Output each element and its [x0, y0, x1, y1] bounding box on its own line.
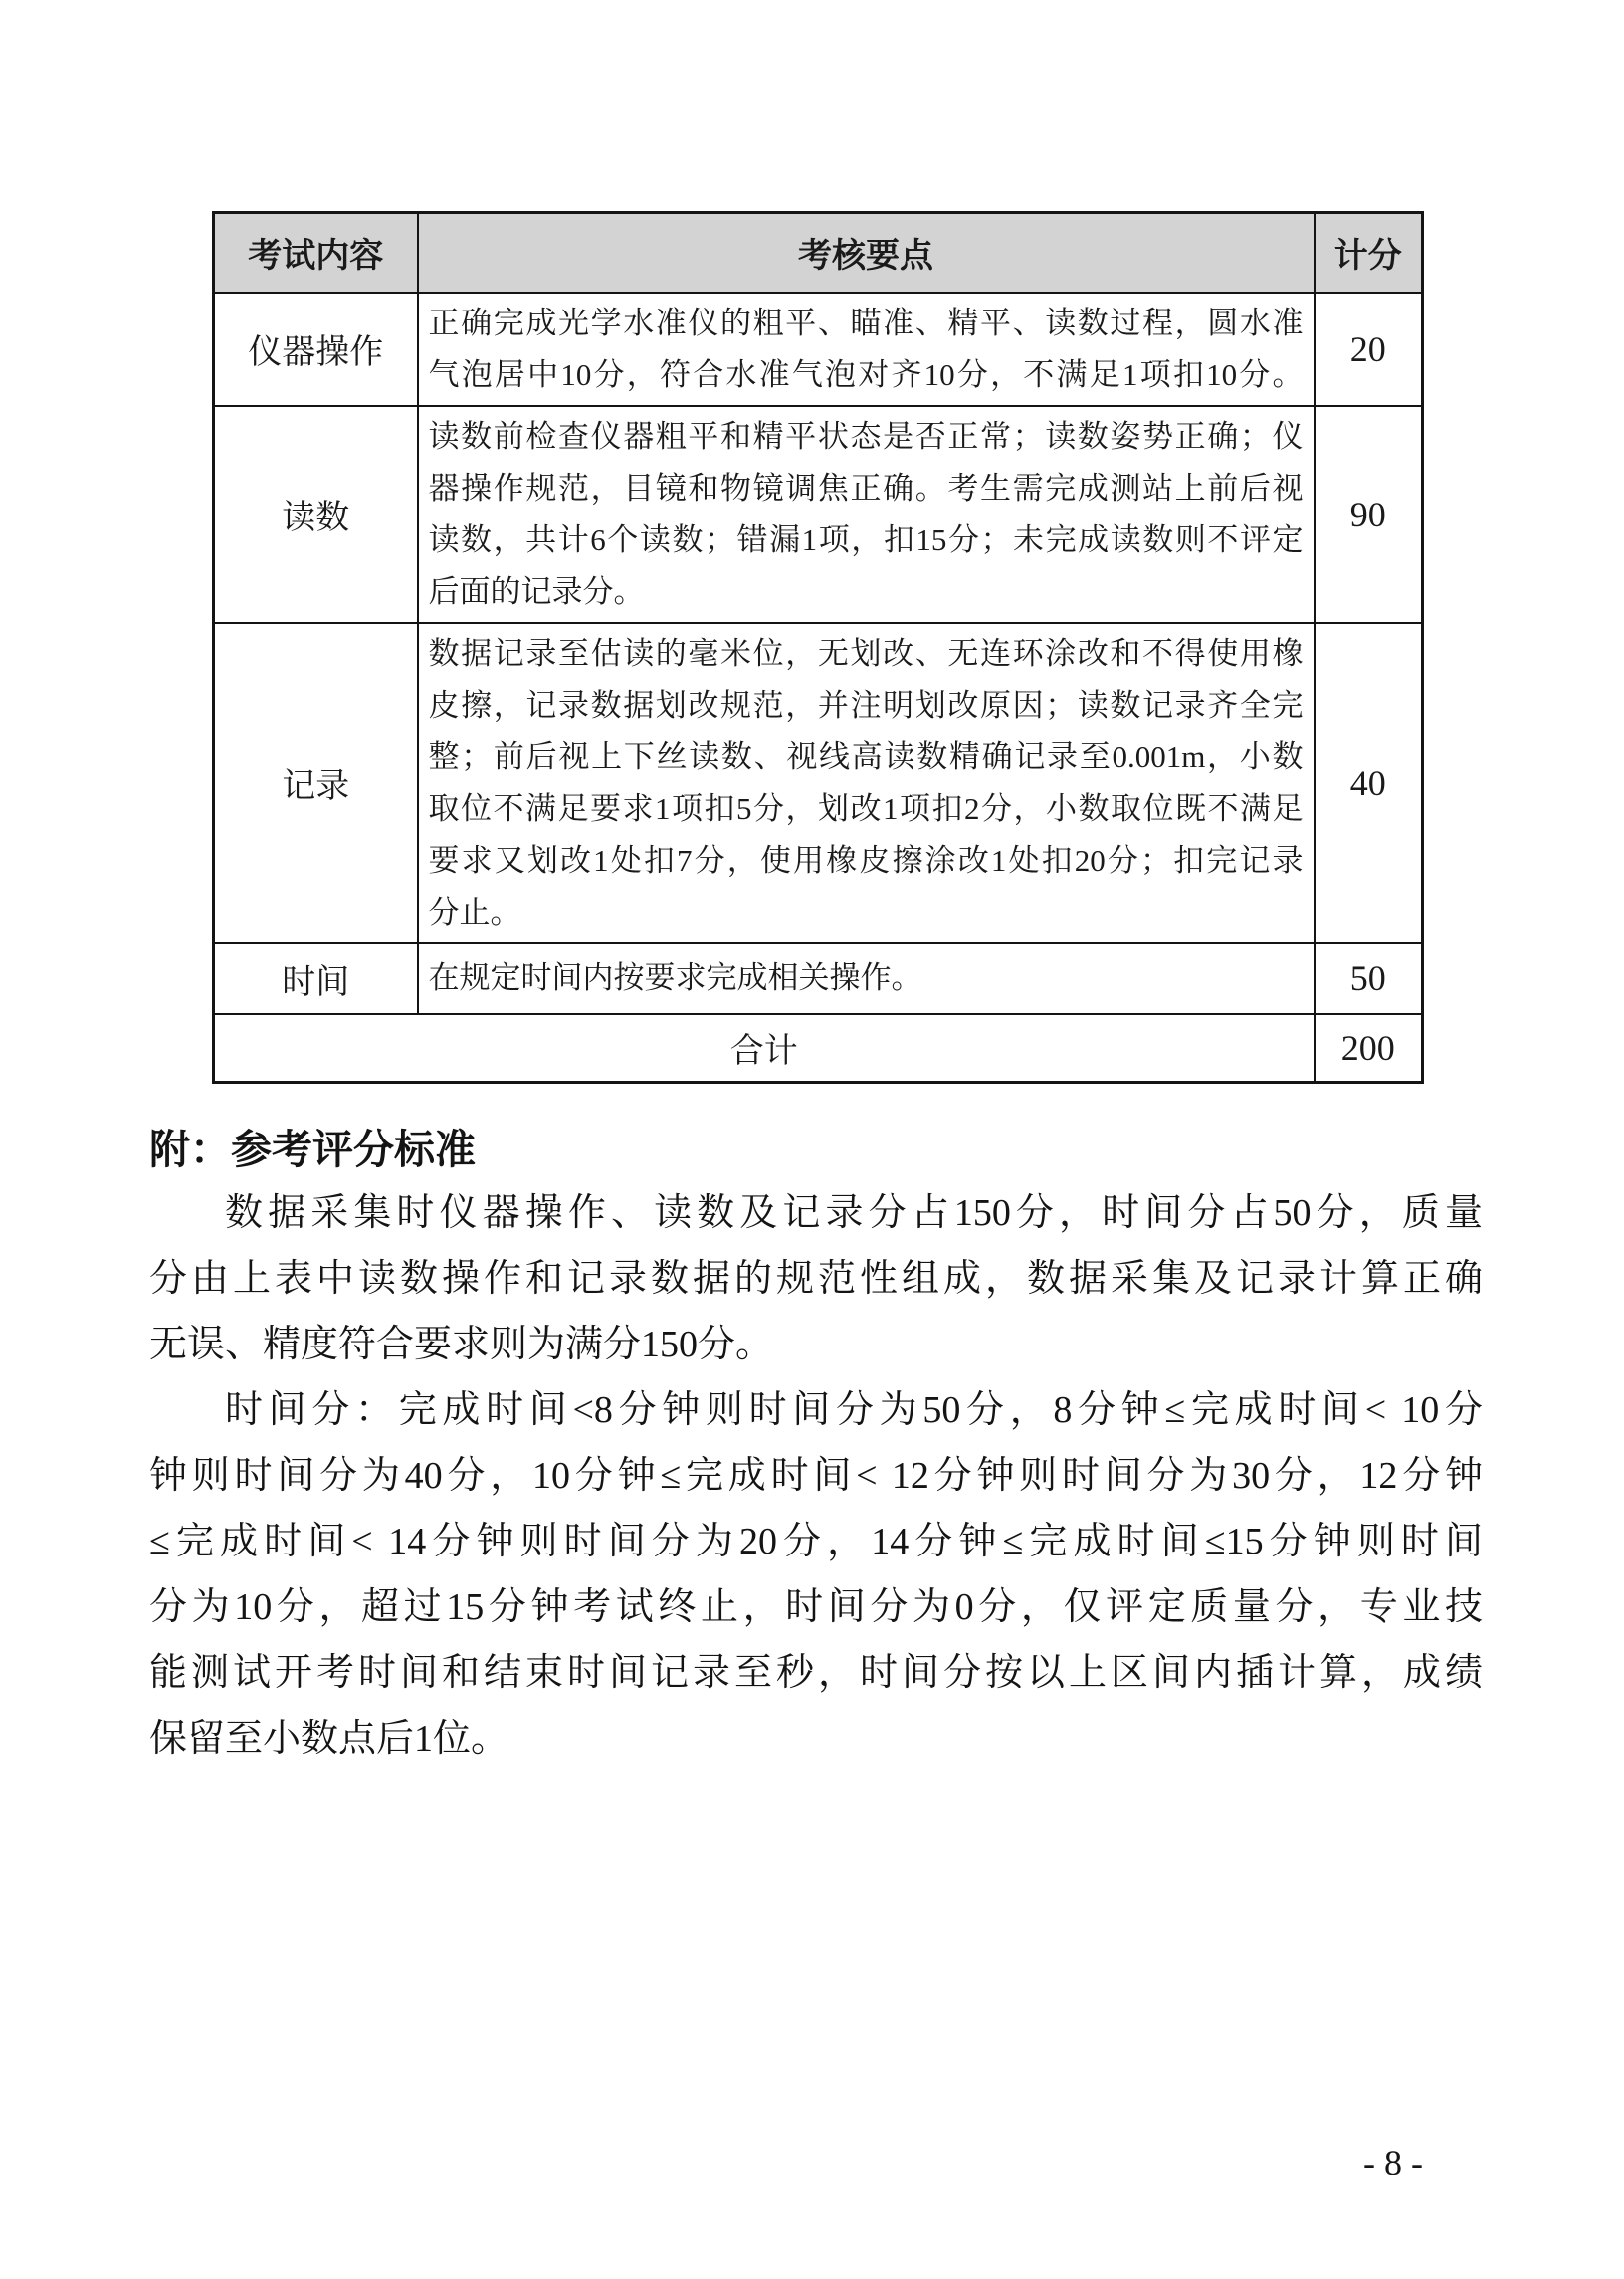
points-line: 数据记录至估读的毫米位，无划改、无连环涂改和不得使用橡: [428, 635, 1304, 671]
points-line: 后面的记录分。: [428, 573, 645, 609]
row-category: 时间: [214, 943, 418, 1014]
row-score: 20: [1315, 293, 1423, 406]
appendix-body: [149, 1180, 1483, 1771]
col-header-assessment-points: 考核要点: [418, 213, 1315, 293]
points-line: 皮擦，记录数据划改规范，并注明划改原因；读数记录齐全完: [428, 687, 1304, 723]
table-row-instrument-operation: [214, 293, 1423, 406]
row-category: 读数: [214, 406, 418, 623]
paragraph-line: 无误、精度符合要求则为满分150分。: [149, 1324, 774, 1365]
points-line: 整；前后视上下丝读数、视线高读数精确记录至0.001m，小数: [428, 738, 1304, 774]
row-points-cell: [418, 943, 1315, 1014]
table-row-time: [214, 943, 1423, 1014]
row-category: 仪器操作: [214, 293, 418, 406]
row-points-cell: [418, 406, 1315, 623]
row-score: 40: [1315, 623, 1423, 943]
points-line: 读数，共计6个读数；错漏1项，扣15分；未完成读数则不评定: [428, 521, 1304, 557]
points-line: 在规定时间内按要求完成相关操作。: [428, 960, 922, 995]
paragraph-line: 分由上表中读数操作和记录数据的规范性组成，数据采集及记录计算正确: [149, 1258, 1483, 1300]
appendix-heading: 附：参考评分标准: [149, 1126, 476, 1173]
paragraph-line: 分为10分，超过15分钟考试终止，时间分为0分，仅评定质量分，专业技: [149, 1586, 1483, 1628]
table-header-row: [214, 213, 1423, 293]
paragraph-line: 能测试开考时间和结束时间记录至秒，时间分按以上区间内插计算，成绩: [149, 1652, 1483, 1694]
points-line: 取位不满足要求1项扣5分，划改1项扣2分，小数取位既不满足: [428, 790, 1304, 826]
scoring-criteria-table: [212, 211, 1424, 1084]
paragraph-line: 数据采集时仪器操作、读数及记录分占150分，时间分占50分，质量: [225, 1192, 1483, 1234]
paragraph-line: 时间分：完成时间<8分钟则时间分为50分，8分钟≤完成时间< 10分: [225, 1389, 1483, 1431]
points-line: 气泡居中10分，符合水准气泡对齐10分，不满足1项扣10分。: [428, 356, 1304, 392]
points-line: 分止。: [428, 894, 521, 930]
points-line: 器操作规范，目镜和物镜调焦正确。考生需完成测站上前后视: [428, 470, 1304, 506]
row-points-cell: [418, 293, 1315, 406]
row-category: 记录: [214, 623, 418, 943]
table-row-reading: [214, 406, 1423, 623]
paragraph-line: 保留至小数点后1位。: [149, 1718, 509, 1760]
row-score: 90: [1315, 406, 1423, 623]
table-row-recording: [214, 623, 1423, 943]
points-line: 要求又划改1处扣7分，使用橡皮擦涂改1处扣20分；扣完记录: [428, 842, 1304, 878]
total-score: 200: [1315, 1014, 1423, 1083]
row-points-cell: [418, 623, 1315, 943]
points-line: 正确完成光学水准仪的粗平、瞄准、精平、读数过程，圆水准: [428, 305, 1304, 340]
paragraph-line: 钟则时间分为40分，10分钟≤完成时间< 12分钟则时间分为30分，12分钟: [149, 1455, 1483, 1497]
col-header-exam-content: 考试内容: [214, 213, 418, 293]
paragraph-line: ≤完成时间< 14分钟则时间分为20分，14分钟≤完成时间≤15分钟则时间: [149, 1521, 1483, 1562]
col-header-score: 计分: [1315, 213, 1423, 293]
row-score: 50: [1315, 943, 1423, 1014]
points-line: 读数前检查仪器粗平和精平状态是否正常；读数姿势正确；仪: [428, 418, 1304, 454]
page-number: - 8 -: [1363, 2143, 1423, 2182]
total-label: 合计: [214, 1014, 1315, 1083]
table-row-total: [214, 1014, 1423, 1083]
